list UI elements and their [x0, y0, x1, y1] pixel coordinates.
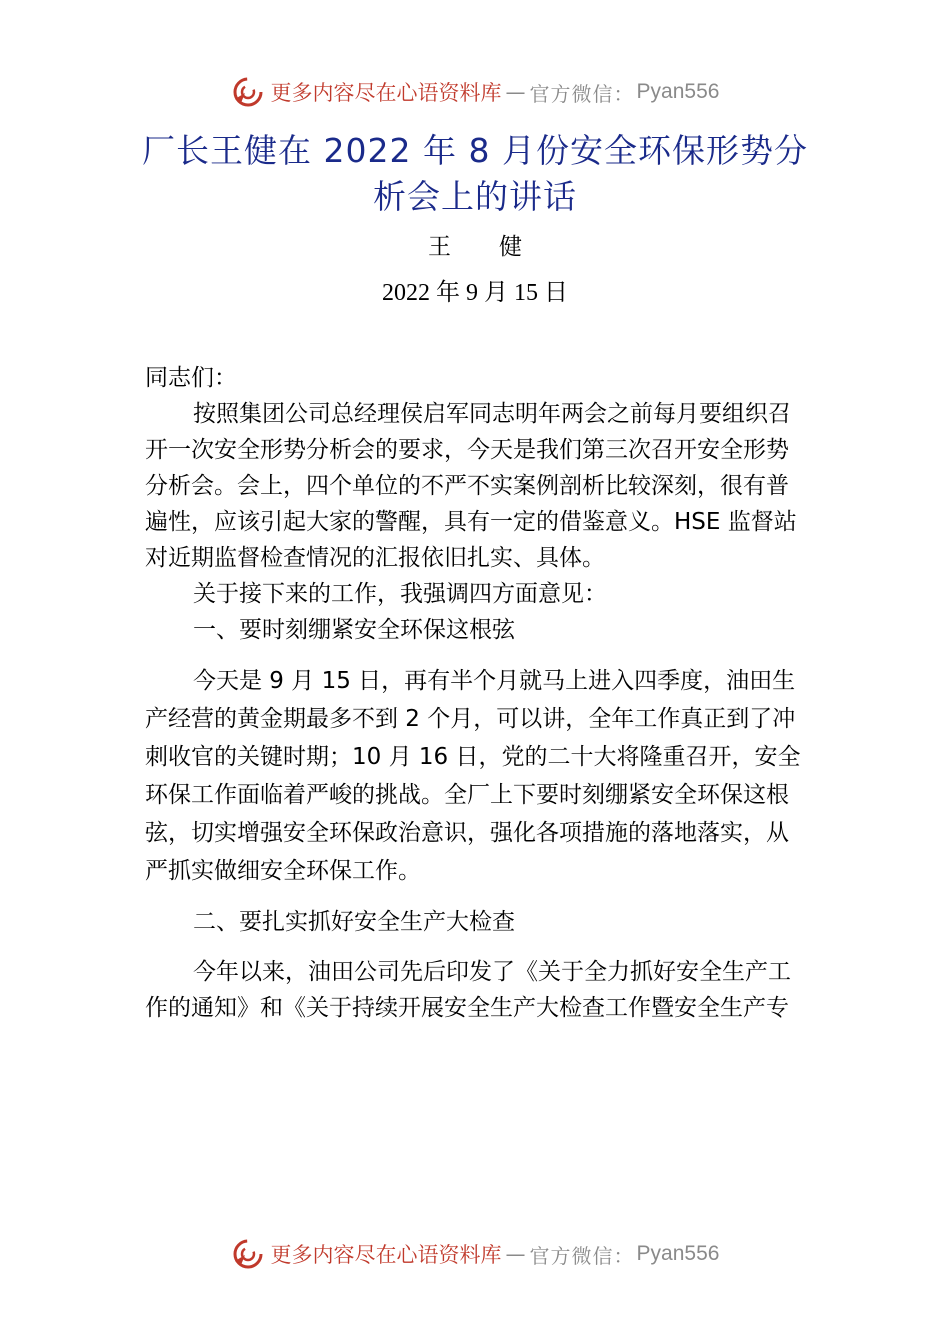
swirl-logo-icon	[231, 1237, 265, 1271]
banner-text: 更多内容尽在心语资料库	[270, 1243, 502, 1267]
banner-separator: —	[505, 1242, 526, 1266]
bottom-watermark-banner	[0, 1234, 950, 1274]
banner-separator: —	[505, 80, 526, 104]
banner-text: 更多内容尽在心语资料库	[270, 81, 502, 105]
banner-wechat-label: 官方微信：	[529, 81, 635, 106]
document-title: 厂长王健在 2022 年 8 月份安全环保形势分析会上的讲话	[142, 131, 808, 216]
banner-wechat-label: 官方微信：	[529, 1243, 635, 1268]
banner-wechat-id: Pyan556	[636, 1242, 720, 1265]
paragraph: 今天是 9 月 15 日，再有半个月就马上进入四季度，油田生产经营的黄金期最多不到 2 个月，可以讲，全年工作真正到了冲刺收官的关键时期；10 月 16 日，党的二十大将隆重召开，安全环保工作面临着严峻的挑战。全厂上下要时刻绷紧安全环保这根弦，切实增强安全环保政治意识，强化各项措施的落地落实，从严抓实做细安全环保工作。	[145, 668, 801, 884]
section-heading: 一、要时刻绷紧安全环保这根弦	[193, 617, 515, 643]
swirl-logo-icon	[231, 75, 265, 109]
paragraph: 按照集团公司总经理侯启军同志明年两会之前每月要组织召开一次安全形势分析会的要求，今天是我们第三次召开安全形势分析会。会上，四个单位的不严不实案例剖析比较深刻，很有普遍性，应该引起大家的警醒，具有一定的借鉴意义。HSE 监督站对近期监督检查情况的汇报依旧扎实、具体。	[145, 401, 797, 571]
section-heading: 二、要扎实抓好安全生产大检查	[193, 909, 515, 935]
document-body	[145, 360, 810, 1026]
salutation: 同志们：	[145, 365, 237, 391]
paragraph: 关于接下来的工作，我强调四方面意见：	[193, 581, 607, 607]
document-author: 王健	[428, 234, 570, 260]
banner-wechat-id: Pyan556	[636, 80, 720, 103]
top-watermark-banner	[0, 72, 950, 112]
paragraph: 今年以来，油田公司先后印发了《关于全力抓好安全生产工作的通知》和《关于持续开展安全生产大检查工作暨安全生产专	[145, 959, 791, 1021]
document-date: 2022 年 9 月 15 日	[382, 280, 568, 306]
